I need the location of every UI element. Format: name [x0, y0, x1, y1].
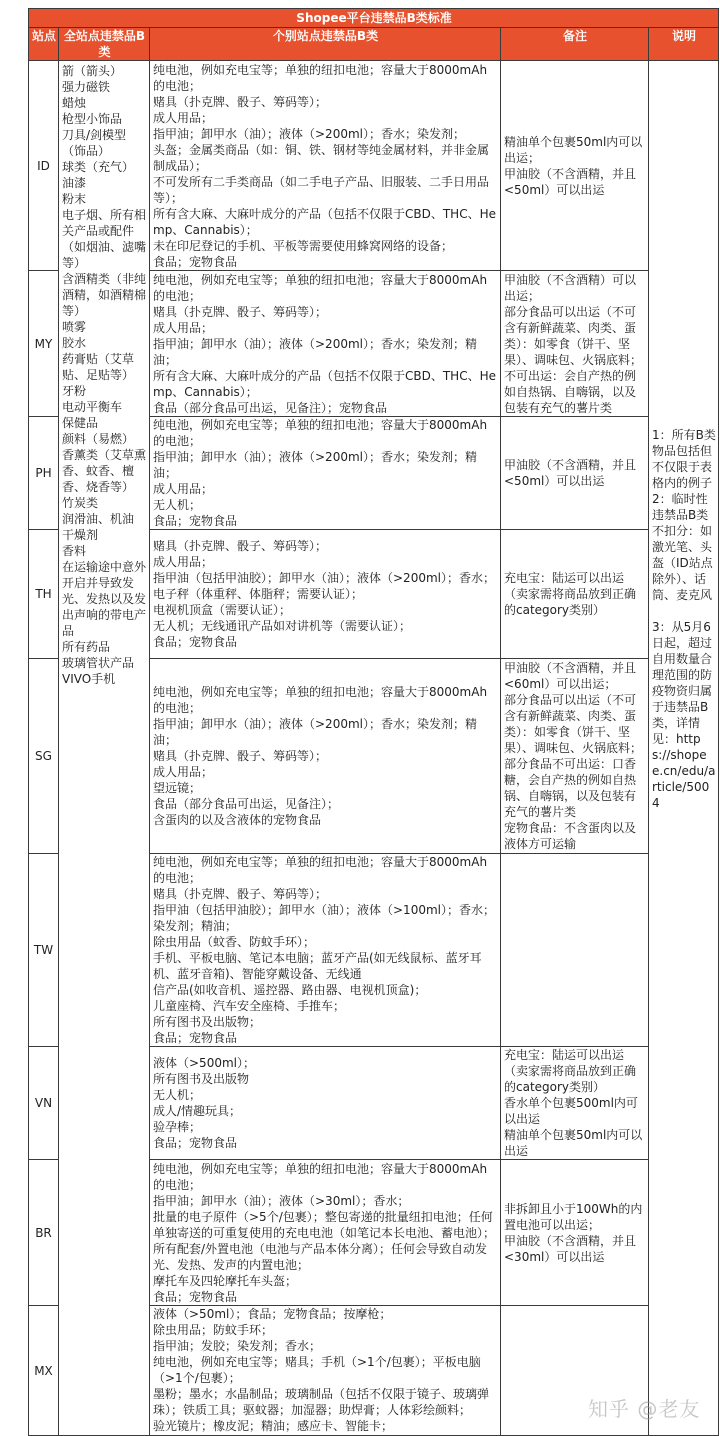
- site-item: 液体（>50ml）；食品；宠物食品；按摩枪；: [153, 1307, 392, 1321]
- site-item: 成人用品；: [153, 320, 214, 335]
- all-sites-item: 枪型小饰品: [62, 112, 123, 126]
- site-item: 纯电池，例如充电宝等；单独的纽扣电池；容量大于8000mAh的电池；: [153, 418, 488, 448]
- site-item: 赌具（扑克牌、骰子、筹码等）；: [153, 94, 328, 109]
- site-item: 食品；宠物食品: [153, 1136, 238, 1150]
- site-item: 所有含大麻、大麻叶成分的产品（包括不仅限于CBD、THC、Hemp、Cannabis）；: [153, 206, 496, 237]
- watermark: 知乎 @老友: [588, 1397, 701, 1421]
- remark-item: 甲油胶（不含酒精）可以出运；: [504, 272, 637, 303]
- site-item: 儿童座椅、汽车安全座椅、手推车；: [153, 999, 346, 1013]
- site-item: 赌具（扑克牌、骰子、筹码等）；: [153, 304, 328, 319]
- remark-item: 部分食品可以出运（不可含有新鲜蔬菜、肉类、蛋类）：如零食（饼干、坚果）、调味包、火锅底料；: [504, 693, 643, 755]
- site-item: 成人/情趣玩具；: [153, 1104, 242, 1118]
- all-sites-item: 所有药品: [62, 640, 111, 654]
- site-item: 所有图书及出版物: [153, 1072, 250, 1086]
- all-sites-item: 箭（箭头）: [62, 64, 123, 78]
- header-all-sites: 全站点违禁品B类: [59, 28, 150, 61]
- all-sites-item: 颜料（易燃）: [62, 432, 135, 446]
- site-item: 验孕棒；: [153, 1120, 202, 1134]
- remark-item: 甲油胶（不含酒精，并且<50ml）可以出运: [504, 166, 637, 197]
- all-sites-item: 蜡烛: [62, 96, 87, 110]
- site-items-cell: [150, 271, 501, 417]
- site-item: 含蛋肉的以及含液体的宠物食品: [153, 813, 322, 827]
- remarks-cell: [501, 271, 649, 417]
- all-sites-item: 喷雾: [62, 320, 87, 334]
- site-items-cell: [150, 530, 501, 659]
- site-item: 纯电池，例如充电宝等；单独的纽扣电池；容量大于8000mAh的电池；: [153, 855, 488, 885]
- site-item: 望远镜；: [153, 781, 202, 795]
- site-item: 赌具（扑克牌、骰子、筹码等）；: [153, 539, 328, 553]
- notes-cell: [649, 61, 719, 1436]
- all-sites-item: 牙粉: [62, 384, 87, 398]
- all-sites-item: 润滑油、机油: [62, 512, 135, 526]
- site-item: 摩托车及四轮摩托车头盔；: [153, 1273, 298, 1288]
- site-item: 批量的电子原件（>5个/包裹）；整包寄递的批量纽扣电池；任何单独寄送的可重复使用的充电电池（如笔记本长电池、蓄电池）；: [153, 1209, 496, 1240]
- remarks-cell: [501, 659, 649, 854]
- remark-item: 香水单个包裹500ml内可以出运: [504, 1096, 638, 1126]
- all-sites-item: VIVO手机: [62, 672, 116, 686]
- site-item: 墨粉；墨水；水晶制品；玻璃制品（包括不仅限于镜子、玻璃弹珠）；铁质工具；驱蚊器；加湿器；助焊膏；人体彩绘颜料；: [153, 1387, 490, 1417]
- site-item: 成人用品；: [153, 555, 214, 569]
- all-sites-item: 电动平衡车: [62, 400, 123, 414]
- site-code: MX: [29, 1306, 59, 1436]
- site-item: 食品；宠物食品: [153, 254, 238, 269]
- all-sites-item: 球类（充气）: [62, 160, 135, 174]
- site-code: MY: [29, 271, 59, 417]
- table-body: [29, 61, 719, 1436]
- site-item: 除虫用品（蚊香、防蚊手环）；: [153, 935, 316, 949]
- site-item: 纯电池，例如充电宝等；单独的纽扣电池；容量大于8000mAh的电池；: [153, 685, 488, 715]
- site-item: 不可发所有二手类商品（如二手电子产品、旧服装、二手日用品等）；: [153, 174, 490, 205]
- remark-item: 部分食品不可出运：口香糖，会自产热的例如自热锅、自嗨锅，以及包装有充气的薯片类: [504, 757, 637, 819]
- site-item: 所有图书及出版物；: [153, 1015, 262, 1029]
- site-item: 成人用品；: [153, 765, 214, 779]
- site-item: 指甲油（包括甲油胶）；卸甲水（油）；液体（>200ml）；香水；: [153, 571, 495, 585]
- all-sites-item: 香料: [62, 544, 87, 558]
- site-item: 电子秤（体重秤、体脂秤；需要认证）；: [153, 587, 364, 601]
- all-sites-item: 竹炭类: [62, 496, 99, 510]
- note-item: 1：所有B类物品包括但不仅限于表格内的例子: [652, 428, 716, 490]
- site-item: 指甲油；卸甲水（油）；液体（>30ml）；香水；: [153, 1193, 410, 1208]
- header-notes: 说明: [649, 28, 719, 61]
- all-sites-item: 香薰类（艾草熏香、蚊香、檀香、烧香等）: [62, 448, 147, 494]
- site-code: SG: [29, 659, 59, 854]
- site-item: 电视机顶盒（需要认证）；: [153, 603, 292, 617]
- site-item: 食品；宠物食品: [153, 1031, 238, 1045]
- all-sites-item: 刀具/剑模型（饰品）: [62, 128, 127, 158]
- note-item: [652, 603, 716, 619]
- site-item: 无人机；无线通讯产品如对讲机等（需要认证）；: [153, 619, 412, 633]
- remark-item: 充电宝：陆运可以出运（卖家需将商品放到正确的category类别）: [504, 571, 637, 617]
- site-item: 手机、平板电脑、笔记本电脑；蓝牙产品(如无线鼠标、蓝牙耳机、蓝牙音箱)、智能穿戴设备、无线通: [153, 951, 482, 981]
- site-code: BR: [29, 1160, 59, 1306]
- site-item: 纯电池，例如充电宝等；单独的纽扣电池；容量大于8000mAh的电池；: [153, 1161, 488, 1192]
- site-item: 食品（部分食品可出运，见备注）；宠物食品: [153, 400, 388, 415]
- header-remarks: 备注: [501, 28, 649, 61]
- all-sites-item: 强力磁铁: [62, 80, 111, 94]
- remark-item: 甲油胶（不含酒精，并且<50ml）可以出运: [504, 458, 637, 488]
- all-sites-item: 粉末: [62, 192, 87, 206]
- site-item: 食品；宠物食品: [153, 635, 238, 649]
- remark-item: 精油单个包裹50ml内可以出运: [504, 1128, 643, 1158]
- all-sites-item: 药膏贴（艾草贴、足贴等）: [62, 352, 135, 382]
- remarks-cell: [501, 530, 649, 659]
- site-item: 指甲油；卸甲水（油）；液体（>200ml）；香水；染发剂；精油；: [153, 450, 477, 480]
- site-item: 指甲油；卸甲水（油）；液体（>200ml）；香水；染发剂；: [153, 126, 465, 141]
- site-item: 纯电池，例如充电宝等；赌具；手机（>1个/包裹）；平板电脑（>1个/包裹）；: [153, 1355, 481, 1385]
- site-item: 信产品(如收音机、遥控器、路由器、电视机顶盒)；: [153, 983, 427, 997]
- site-item: 所有含大麻、大麻叶成分的产品（包括不仅限于CBD、THC、Hemp、Cannabis）；: [153, 368, 496, 399]
- site-code: ID: [29, 61, 59, 271]
- all-sites-cell: [59, 61, 150, 1436]
- all-sites-item: 胶水: [62, 336, 87, 350]
- remarks-cell: [501, 1047, 649, 1160]
- remark-item: 甲油胶（不含酒精，并且<60ml）可以出运；: [504, 661, 637, 691]
- all-sites-item: 含酒精类（非纯酒精，如酒精棉等）: [62, 272, 147, 318]
- site-item: 指甲油；发胶；染发剂；香水；: [153, 1339, 322, 1353]
- site-item: 无人机；: [153, 498, 202, 512]
- header-site: 站点: [29, 28, 59, 61]
- site-items-cell: [150, 417, 501, 530]
- site-item: 未在印尼登记的手机、平板等需要使用蜂窝网络的设备；: [153, 238, 454, 253]
- all-sites-item: 电子烟、所有相关产品或配件（如烟油、滤嘴等）: [62, 208, 147, 270]
- remark-item: 甲油胶（不含酒精，并且<30ml）可以出运: [504, 1233, 637, 1264]
- all-sites-item: 在运输途中意外开启并导致发光、发热以及发出声响的带电产品: [62, 560, 147, 638]
- site-item: 成人用品；: [153, 110, 214, 125]
- remarks-cell: [501, 417, 649, 530]
- site-item: 成人用品；: [153, 482, 214, 496]
- site-items-cell: [150, 854, 501, 1047]
- all-sites-item: 玻璃管状产品: [62, 656, 135, 670]
- remarks-cell: [501, 1160, 649, 1306]
- note-item: 3：从5月6日起，超过自用数量合理范围的防疫物资归属于违禁品B类，详情见：https://shopee.cn/edu/article/5004: [652, 620, 716, 810]
- table-title: Shopee平台违禁品B类标准: [29, 9, 719, 28]
- site-item: 验光镜片；橡皮泥；精油；感应卡、智能卡；: [153, 1419, 394, 1433]
- site-item: 无人机；: [153, 1088, 202, 1102]
- remark-item: 充电宝：陆运可以出运（卖家需将商品放到正确的category类别）: [504, 1048, 637, 1094]
- all-sites-item: 干燥剂: [62, 528, 99, 542]
- table-row: [29, 61, 719, 271]
- remark-item: 宠物食品：不含蛋肉以及液体方可运输: [504, 821, 637, 851]
- site-item: 所有配套/外置电池（电池与产品本体分离）；任何会导致自动发光、发热、发声的内置电池；: [153, 1241, 488, 1272]
- prohibited-items-table: [28, 8, 719, 1436]
- site-item: 纯电池，例如充电宝等；单独的纽扣电池；容量大于8000mAh的电池；: [153, 272, 488, 303]
- site-item: 头盔；金属类商品（如：铜、铁、钢材等纯金属材料，并非金属制成品）；: [153, 142, 490, 173]
- site-code: TW: [29, 854, 59, 1047]
- note-item: 2：临时性违禁品B类不扣分：如激光笔、头盔（ID站点除外）、话筒、麦克风: [652, 492, 713, 602]
- site-items-cell: [150, 61, 501, 271]
- all-sites-item: 油漆: [62, 176, 87, 190]
- site-code: TH: [29, 530, 59, 659]
- remark-item: 不可出运：会自产热的例如自热锅、自嗨锅，以及包装有充气的薯片类: [504, 368, 637, 415]
- site-code: PH: [29, 417, 59, 530]
- site-items-cell: [150, 659, 501, 854]
- site-item: 指甲油；卸甲水（油）；液体（>200ml）；香水；染发剂；精油；: [153, 717, 477, 747]
- site-items-cell: [150, 1160, 501, 1306]
- all-sites-item: 保健品: [62, 416, 99, 430]
- remark-item: 非拆卸且小于100Wh的内置电池可以出运；: [504, 1201, 643, 1232]
- site-item: 液体（>500ml）；: [153, 1056, 255, 1070]
- site-item: 指甲油；卸甲水（油）；液体（>200ml）；香水；染发剂；精油；: [153, 336, 477, 367]
- site-items-cell: [150, 1047, 501, 1160]
- remark-item: 精油单个包裹50ml内可以出运；: [504, 134, 643, 165]
- header-specific-sites: 个别站点违禁品B类: [150, 28, 501, 61]
- remarks-cell: [501, 854, 649, 1047]
- site-item: 食品；宠物食品: [153, 1289, 238, 1304]
- site-items-cell: [150, 1306, 501, 1436]
- site-item: 指甲油（包括甲油胶）；卸甲水（油）；液体（>100ml）；香水；染发剂；精油；: [153, 903, 495, 933]
- site-item: 食品；宠物食品: [153, 514, 238, 528]
- site-code: VN: [29, 1047, 59, 1160]
- remarks-cell: [501, 61, 649, 271]
- site-item: 食品（部分食品可出运，见备注）；: [153, 797, 340, 811]
- site-item: 除虫用品；防蚊手环；: [153, 1323, 274, 1337]
- remark-item: 部分食品可以出运（不可含有新鲜蔬菜、肉类、蛋类）：如零食（饼干、坚果）、调味包、火锅底料；: [504, 304, 643, 367]
- site-item: 赌具（扑克牌、骰子、筹码等）；: [153, 887, 328, 901]
- site-item: 赌具（扑克牌、骰子、筹码等）；: [153, 749, 328, 763]
- site-item: 纯电池，例如充电宝等；单独的纽扣电池；容量大于8000mAh的电池；: [153, 62, 488, 93]
